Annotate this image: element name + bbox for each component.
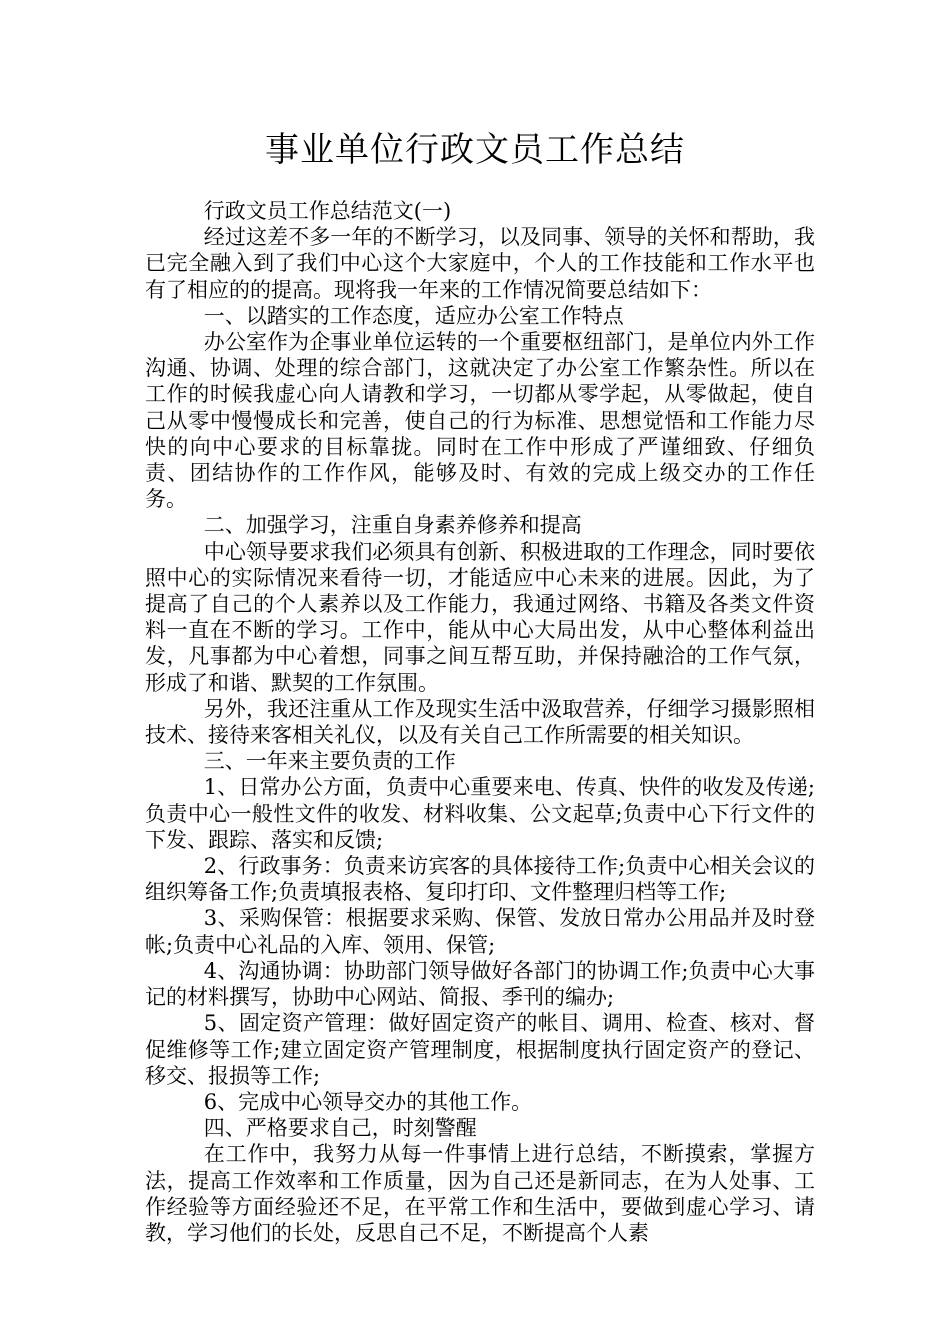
list-item: 3、采购保管：根据要求采购、保管、发放日常办公用品并及时登帐;负责中心礼品的入库、领用、保管; <box>145 906 815 957</box>
list-item: 1、日常办公方面，负责中心重要来电、传真、快件的收发及传递;负责中心一般性文件的收发、材料收集、公文起草;负责中心下行文件的下发、跟踪、落实和反馈; <box>145 775 815 852</box>
list-item: 5、固定资产管理：做好固定资产的帐目、调用、检查、核对、督促维修等工作;建立固定资产管理制度，根据制度执行固定资产的登记、移交、报损等工作; <box>145 1011 815 1088</box>
document-title: 事业单位行政文员工作总结 <box>265 130 685 170</box>
list-item: 2、行政事务：负责来访宾客的具体接待工作;负责中心相关会议的组织筹备工作;负责填报表格、复印打印、文件整理归档等工作; <box>145 854 815 905</box>
paragraph-subtitle: 行政文员工作总结范文(一) <box>203 199 452 223</box>
section-heading-4: 四、严格要求自己，时刻警醒 <box>203 1116 477 1141</box>
list-item: 4、沟通协调：协助部门领导做好各部门的协调工作;负责中心大事记的材料撰写，协助中心网站、简报、季刊的编办; <box>145 958 815 1010</box>
paragraph: 另外，我还注重从工作及现实生活中汲取营养，仔细学习摄影照相技术、接待来客相关礼仪，以及有关自己工作所需要的相关知识。 <box>145 696 815 748</box>
section-heading-1: 一、以踏实的工作态度，适应办公室工作特点 <box>203 303 624 328</box>
paragraph: 中心领导要求我们必须具有创新、积极进取的工作理念，同时要依照中心的实际情况来看待一切，才能适应中心未来的进展。因此，为了提高了自己的个人素养以及工作能力，我通过网络、书籍及各类文件资料一直在不断的学习。工作中，能从中心大局出发，从中心整体利益出发，凡事都为中心着想，同事之间互帮互助，并保持融洽的工作气氛，形成了和谐、默契的工作氛围。 <box>145 539 815 695</box>
paragraph: 办公室作为企事业单位运转的一个重要枢纽部门，是单位内外工作沟通、协调、处理的综合部门，这就决定了办公室工作繁杂性。所以在工作的时候我虚心向人请教和学习，一切都从零学起，从零做起，使自己从零中慢慢成长和完善，使自己的行为标准、思想觉悟和工作能力尽快的向中心要求的目标靠拢。同时在工作中形成了严谨细致、仔细负责、团结协作的工作作风，能够及时、有效的完成上级交办的工作任务。 <box>145 330 815 512</box>
document-body <box>145 198 815 1246</box>
section-heading-2: 二、加强学习，注重自身素养修养和提高 <box>203 513 582 538</box>
paragraph-intro: 经过这差不多一年的不断学习，以及同事、领导的关怀和帮助，我已完全融入到了我们中心这个大家庭中，个人的工作技能和工作水平也有了相应的的提高。现将我一年来的工作情况简要总结如下： <box>145 225 815 302</box>
list-item: 6、完成中心领导交办的其他工作。 <box>203 1089 533 1114</box>
section-heading-3: 三、一年来主要负责的工作 <box>203 749 456 774</box>
paragraph: 在工作中，我努力从每一件事情上进行总结，不断摸索，掌握方法，提高工作效率和工作质量，因为自己还是新同志，在为人处事、工作经验等方面经验还不足，在平常工作和生活中，要做到虚心学习、请教，学习他们的长处，反思自己不足，不断提高个人素 <box>145 1142 815 1245</box>
